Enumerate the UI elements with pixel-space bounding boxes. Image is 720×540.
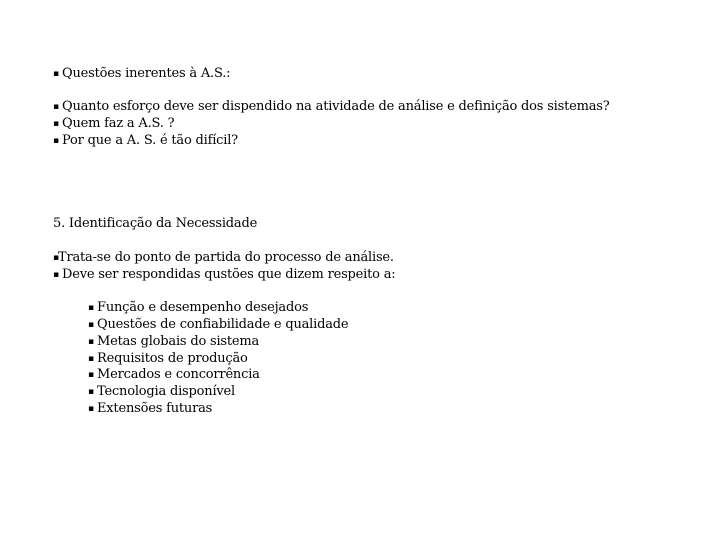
question-text: Quanto esforço deve ser dispendido na atividade de análise e definição dos sistemas? bbox=[62, 99, 610, 114]
point-text: Trata-se do ponto de partida do processo de análise. bbox=[58, 250, 394, 265]
sub-list-item bbox=[88, 334, 259, 350]
intro-heading-line bbox=[53, 66, 230, 82]
list-item bbox=[53, 267, 395, 283]
list-item bbox=[53, 99, 610, 115]
list-item bbox=[53, 133, 238, 149]
bullet-icon: ▪ bbox=[88, 303, 94, 313]
subitem-text: Metas globais do sistema bbox=[97, 334, 260, 349]
sub-list-item bbox=[88, 300, 308, 316]
bullet-icon: ▪ bbox=[53, 253, 59, 263]
sub-list-item bbox=[88, 317, 348, 333]
sub-list-item bbox=[88, 367, 260, 383]
subitem-text: Requisitos de produção bbox=[97, 351, 248, 366]
subitem-text: Tecnologia disponível bbox=[97, 384, 236, 399]
bullet-icon: ▪ bbox=[88, 370, 94, 380]
subitem-text: Função e desempenho desejados bbox=[97, 300, 309, 315]
bullet-icon: ▪ bbox=[53, 136, 59, 146]
section-title-text: 5. Identificação da Necessidade bbox=[53, 216, 258, 231]
sub-list-item bbox=[88, 384, 235, 400]
bullet-icon: ▪ bbox=[88, 404, 94, 414]
subitem-text: Questões de confiabilidade e qualidade bbox=[97, 317, 349, 332]
bullet-icon: ▪ bbox=[53, 102, 59, 112]
bullet-icon: ▪ bbox=[53, 270, 59, 280]
bullet-icon: ▪ bbox=[88, 337, 94, 347]
question-text: Por que a A. S. é tão difícil? bbox=[62, 133, 238, 148]
question-text: Quem faz a A.S. ? bbox=[62, 116, 175, 131]
bullet-icon: ▪ bbox=[53, 119, 59, 129]
bullet-icon: ▪ bbox=[88, 354, 94, 364]
subitem-text: Extensões futuras bbox=[97, 401, 213, 416]
bullet-icon: ▪ bbox=[53, 69, 59, 79]
list-item bbox=[53, 116, 174, 132]
sub-list-item bbox=[88, 401, 212, 417]
section-title bbox=[53, 216, 257, 232]
bullet-icon: ▪ bbox=[88, 387, 94, 397]
list-item bbox=[53, 250, 394, 266]
bullet-icon: ▪ bbox=[88, 320, 94, 330]
sub-list-item bbox=[88, 351, 248, 367]
point-text: Deve ser respondidas qustões que dizem respeito a: bbox=[62, 267, 396, 282]
intro-heading: Questões inerentes à A.S.: bbox=[62, 66, 231, 81]
subitem-text: Mercados e concorrência bbox=[97, 367, 260, 382]
